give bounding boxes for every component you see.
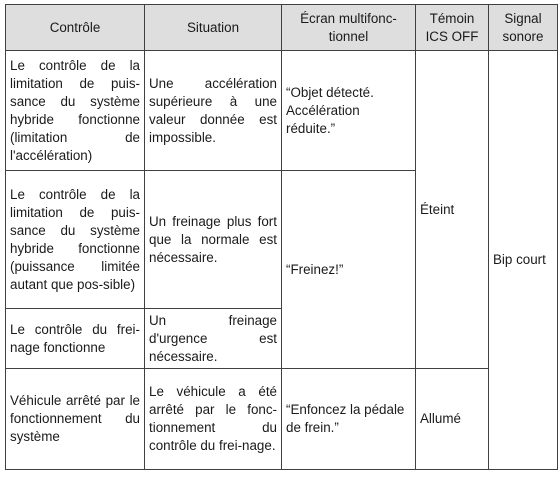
cell-controle: Le contrôle de la limitation de puis-sance du système hybride fonctionne (limitation de l'accélération) [6,51,145,171]
header-signal-sonore [489,5,558,51]
header-situation: Situation [145,5,282,51]
header-temoin-ics-off [416,5,489,51]
cell-controle: Le contrôle de la limitation de puis-sance du système hybride fonctionne (puissance limitée autant que pos-sible) [6,171,145,309]
cell-temoin-allume: Allumé [416,369,489,470]
cell-controle: Véhicule arrêté par le fonctionnement du système [6,369,145,470]
cell-situation: Un freinage d'urgence est nécessaire. [145,309,282,369]
header-temoin-line1: Témoin [429,10,475,26]
cell-ecran-objet-detecte: “Objet détecté. Accélération réduite.” [282,51,416,171]
cell-signal-bip-court: Bip court [489,51,558,470]
cell-controle: Le contrôle du frei-nage fonctionne [6,309,145,369]
cell-situation: Le véhicule a été arrêté par le fonc-tionnement du contrôle du frei-nage. [145,369,282,470]
table-row [6,51,558,171]
header-ecran-multifonctionnel [282,5,416,51]
control-situation-table [5,4,558,470]
cell-temoin-eteint: Éteint [416,51,489,369]
header-controle: Contrôle [6,5,145,51]
cell-situation: Une accélération supérieure à une valeur donnée est impossible. [145,51,282,171]
table-header-row [6,5,558,51]
header-ecran-line1: Écran multifonc- [300,10,397,26]
cell-situation: Un freinage plus fort que la normale est nécessaire. [145,171,282,309]
cell-ecran-freinez: “Freinez!” [282,171,416,369]
table-row [6,369,558,470]
header-ecran-line2: tionnel [328,28,369,44]
header-temoin-line2: ICS OFF [425,28,479,44]
header-signal-line2: sonore [502,28,544,44]
header-signal-line1: Signal [504,10,542,26]
cell-ecran-enfoncez: “Enfoncez la pédale de frein.” [282,369,416,470]
